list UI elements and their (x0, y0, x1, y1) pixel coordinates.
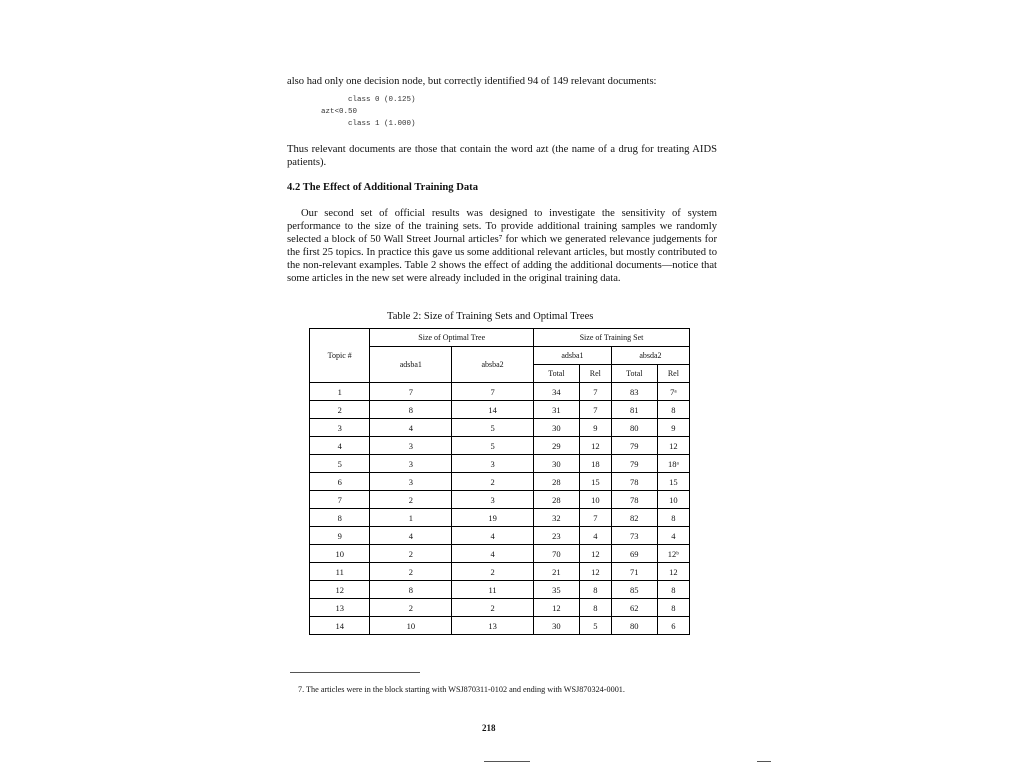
table-cell: 7 (579, 383, 611, 401)
table-cell: 2 (370, 599, 452, 617)
table-cell: 81 (611, 401, 657, 419)
table-cell: 4 (657, 527, 689, 545)
header-topic: Topic # (310, 329, 370, 383)
table-cell: 34 (533, 383, 579, 401)
table-cell: 1 (370, 509, 452, 527)
table-cell: 31 (533, 401, 579, 419)
table-cell: 28 (533, 473, 579, 491)
table-row (310, 545, 690, 563)
table-cell: 3 (310, 419, 370, 437)
table-cell: 2 (370, 563, 452, 581)
page-number: 218 (482, 723, 496, 733)
table-row (310, 473, 690, 491)
table-cell: 12 (310, 581, 370, 599)
table-row (310, 491, 690, 509)
table-cell: 79 (611, 437, 657, 455)
table-cell: 78 (611, 473, 657, 491)
table-cell: 6 (657, 617, 689, 635)
table-row (310, 617, 690, 635)
table-cell: 2 (452, 473, 534, 491)
training-sets-table (309, 328, 690, 635)
tree-node-class1: class 1 (1.000) (348, 120, 416, 128)
header-absda2-training: absda2 (611, 347, 689, 365)
table-cell: 30 (533, 455, 579, 473)
table-cell: 85 (611, 581, 657, 599)
table-cell: 12 (579, 437, 611, 455)
table-cell: 18 (579, 455, 611, 473)
table-cell: 1 (310, 383, 370, 401)
header-total-2: Total (611, 365, 657, 383)
paragraph-text: Our second set of official results was designed to investigate the sensitivity of system performance to the size of the training sets. To provide additional training samples we randomly selected a block of 50 Wall Street Journal articles⁷ for which we generated relevance judgements for the first 25 topics. In practice this gave us some additional relevant articles, but mostly contributed to the non-relevant examples. Table 2 shows the effect of adding the additional documents—notice that some articles in the new set were already included in the original training data. (287, 208, 717, 284)
table-cell: 5 (452, 419, 534, 437)
table-cell: 8 (579, 581, 611, 599)
table-cell: 10 (657, 491, 689, 509)
table-cell: 4 (310, 437, 370, 455)
table-row (310, 509, 690, 527)
table-cell: 8 (657, 599, 689, 617)
table-row (310, 401, 690, 419)
header-absba2: absba2 (452, 347, 534, 383)
table-cell: 12 (657, 437, 689, 455)
table-cell: 5 (579, 617, 611, 635)
table-cell: 8 (579, 599, 611, 617)
table-cell: 2 (370, 491, 452, 509)
table-cell: 2 (370, 545, 452, 563)
scan-artifact-rule (484, 761, 530, 762)
header-rel-2: Rel (657, 365, 689, 383)
table-cell: 21 (533, 563, 579, 581)
table-cell: 12ᵇ (657, 545, 689, 563)
table-cell: 5 (452, 437, 534, 455)
intro-line: also had only one decision node, but correctly identified 94 of 149 relevant documents: (287, 76, 657, 87)
header-total-1: Total (533, 365, 579, 383)
table-cell: 4 (370, 419, 452, 437)
table-cell: 80 (611, 419, 657, 437)
thus-paragraph: Thus relevant documents are those that contain the word azt (the name of a drug for treating AIDS patients). (287, 144, 717, 168)
table-cell: 9 (310, 527, 370, 545)
footnote: 7. The articles were in the block starting with WSJ870311-0102 and ending with WSJ870324-0001. (298, 685, 625, 694)
table-cell: 12 (657, 563, 689, 581)
table-cell: 80 (611, 617, 657, 635)
table-cell: 3 (370, 473, 452, 491)
header-adsba1: adsba1 (370, 347, 452, 383)
table-cell: 70 (533, 545, 579, 563)
table-cell: 7 (370, 383, 452, 401)
table-cell: 3 (452, 455, 534, 473)
table-cell: 5 (310, 455, 370, 473)
table-cell: 12 (533, 599, 579, 617)
table-cell: 10 (370, 617, 452, 635)
table-cell: 7 (579, 509, 611, 527)
table-row (310, 419, 690, 437)
table-cell: 2 (452, 599, 534, 617)
table-cell: 62 (611, 599, 657, 617)
table-row (310, 527, 690, 545)
scan-artifact-rule-right (757, 761, 771, 762)
table-cell: 11 (452, 581, 534, 599)
table-cell: 73 (611, 527, 657, 545)
table-row (310, 599, 690, 617)
table-cell: 79 (611, 455, 657, 473)
table-cell: 9 (579, 419, 611, 437)
table-cell: 18ᵃ (657, 455, 689, 473)
table-cell: 32 (533, 509, 579, 527)
table-cell: 2 (310, 401, 370, 419)
table-cell: 4 (579, 527, 611, 545)
table-cell: 3 (370, 437, 452, 455)
tree-node-class0: class 0 (0.125) (348, 96, 416, 104)
table-row (310, 383, 690, 401)
table-cell: 8 (370, 401, 452, 419)
table-row (310, 455, 690, 473)
table-cell: 2 (452, 563, 534, 581)
table-cell: 30 (533, 617, 579, 635)
table-cell: 35 (533, 581, 579, 599)
table-cell: 15 (579, 473, 611, 491)
table-cell: 29 (533, 437, 579, 455)
table-cell: 8 (657, 581, 689, 599)
table-cell: 23 (533, 527, 579, 545)
table-cell: 7 (452, 383, 534, 401)
table-cell: 14 (452, 401, 534, 419)
table-cell: 82 (611, 509, 657, 527)
table-cell: 8 (657, 401, 689, 419)
table-cell: 11 (310, 563, 370, 581)
table-cell: 7 (310, 491, 370, 509)
table-cell: 14 (310, 617, 370, 635)
table-cell: 15 (657, 473, 689, 491)
table-caption: Table 2: Size of Training Sets and Optimal Trees (387, 311, 594, 322)
table-body (310, 383, 690, 635)
body-paragraph (287, 207, 717, 285)
table-cell: 30 (533, 419, 579, 437)
table-cell: 12 (579, 563, 611, 581)
table-cell: 69 (611, 545, 657, 563)
table-cell: 3 (452, 491, 534, 509)
table-cell: 83 (611, 383, 657, 401)
table-cell: 6 (310, 473, 370, 491)
table-cell: 8 (310, 509, 370, 527)
table-cell: 28 (533, 491, 579, 509)
header-rel-1: Rel (579, 365, 611, 383)
table-cell: 7 (579, 401, 611, 419)
table-cell: 19 (452, 509, 534, 527)
table-cell: 13 (452, 617, 534, 635)
header-training-set: Size of Training Set (533, 329, 689, 347)
table-cell: 78 (611, 491, 657, 509)
table-cell: 8 (657, 509, 689, 527)
table-cell: 10 (310, 545, 370, 563)
section-heading: 4.2 The Effect of Additional Training Data (287, 182, 478, 193)
table-cell: 3 (370, 455, 452, 473)
header-optimal-tree: Size of Optimal Tree (370, 329, 534, 347)
table-cell: 8 (370, 581, 452, 599)
table-row (310, 563, 690, 581)
footnote-rule (290, 672, 420, 673)
table-cell: 9 (657, 419, 689, 437)
table-cell: 4 (370, 527, 452, 545)
table-row (310, 437, 690, 455)
table-cell: 7ᵃ (657, 383, 689, 401)
table-cell: 4 (452, 545, 534, 563)
header-adsba1-training: adsba1 (533, 347, 611, 365)
table-cell: 4 (452, 527, 534, 545)
table-cell: 12 (579, 545, 611, 563)
table-cell: 71 (611, 563, 657, 581)
table-cell: 13 (310, 599, 370, 617)
table-cell: 10 (579, 491, 611, 509)
table-row (310, 581, 690, 599)
tree-decision-azt: azt<0.50 (321, 108, 358, 116)
